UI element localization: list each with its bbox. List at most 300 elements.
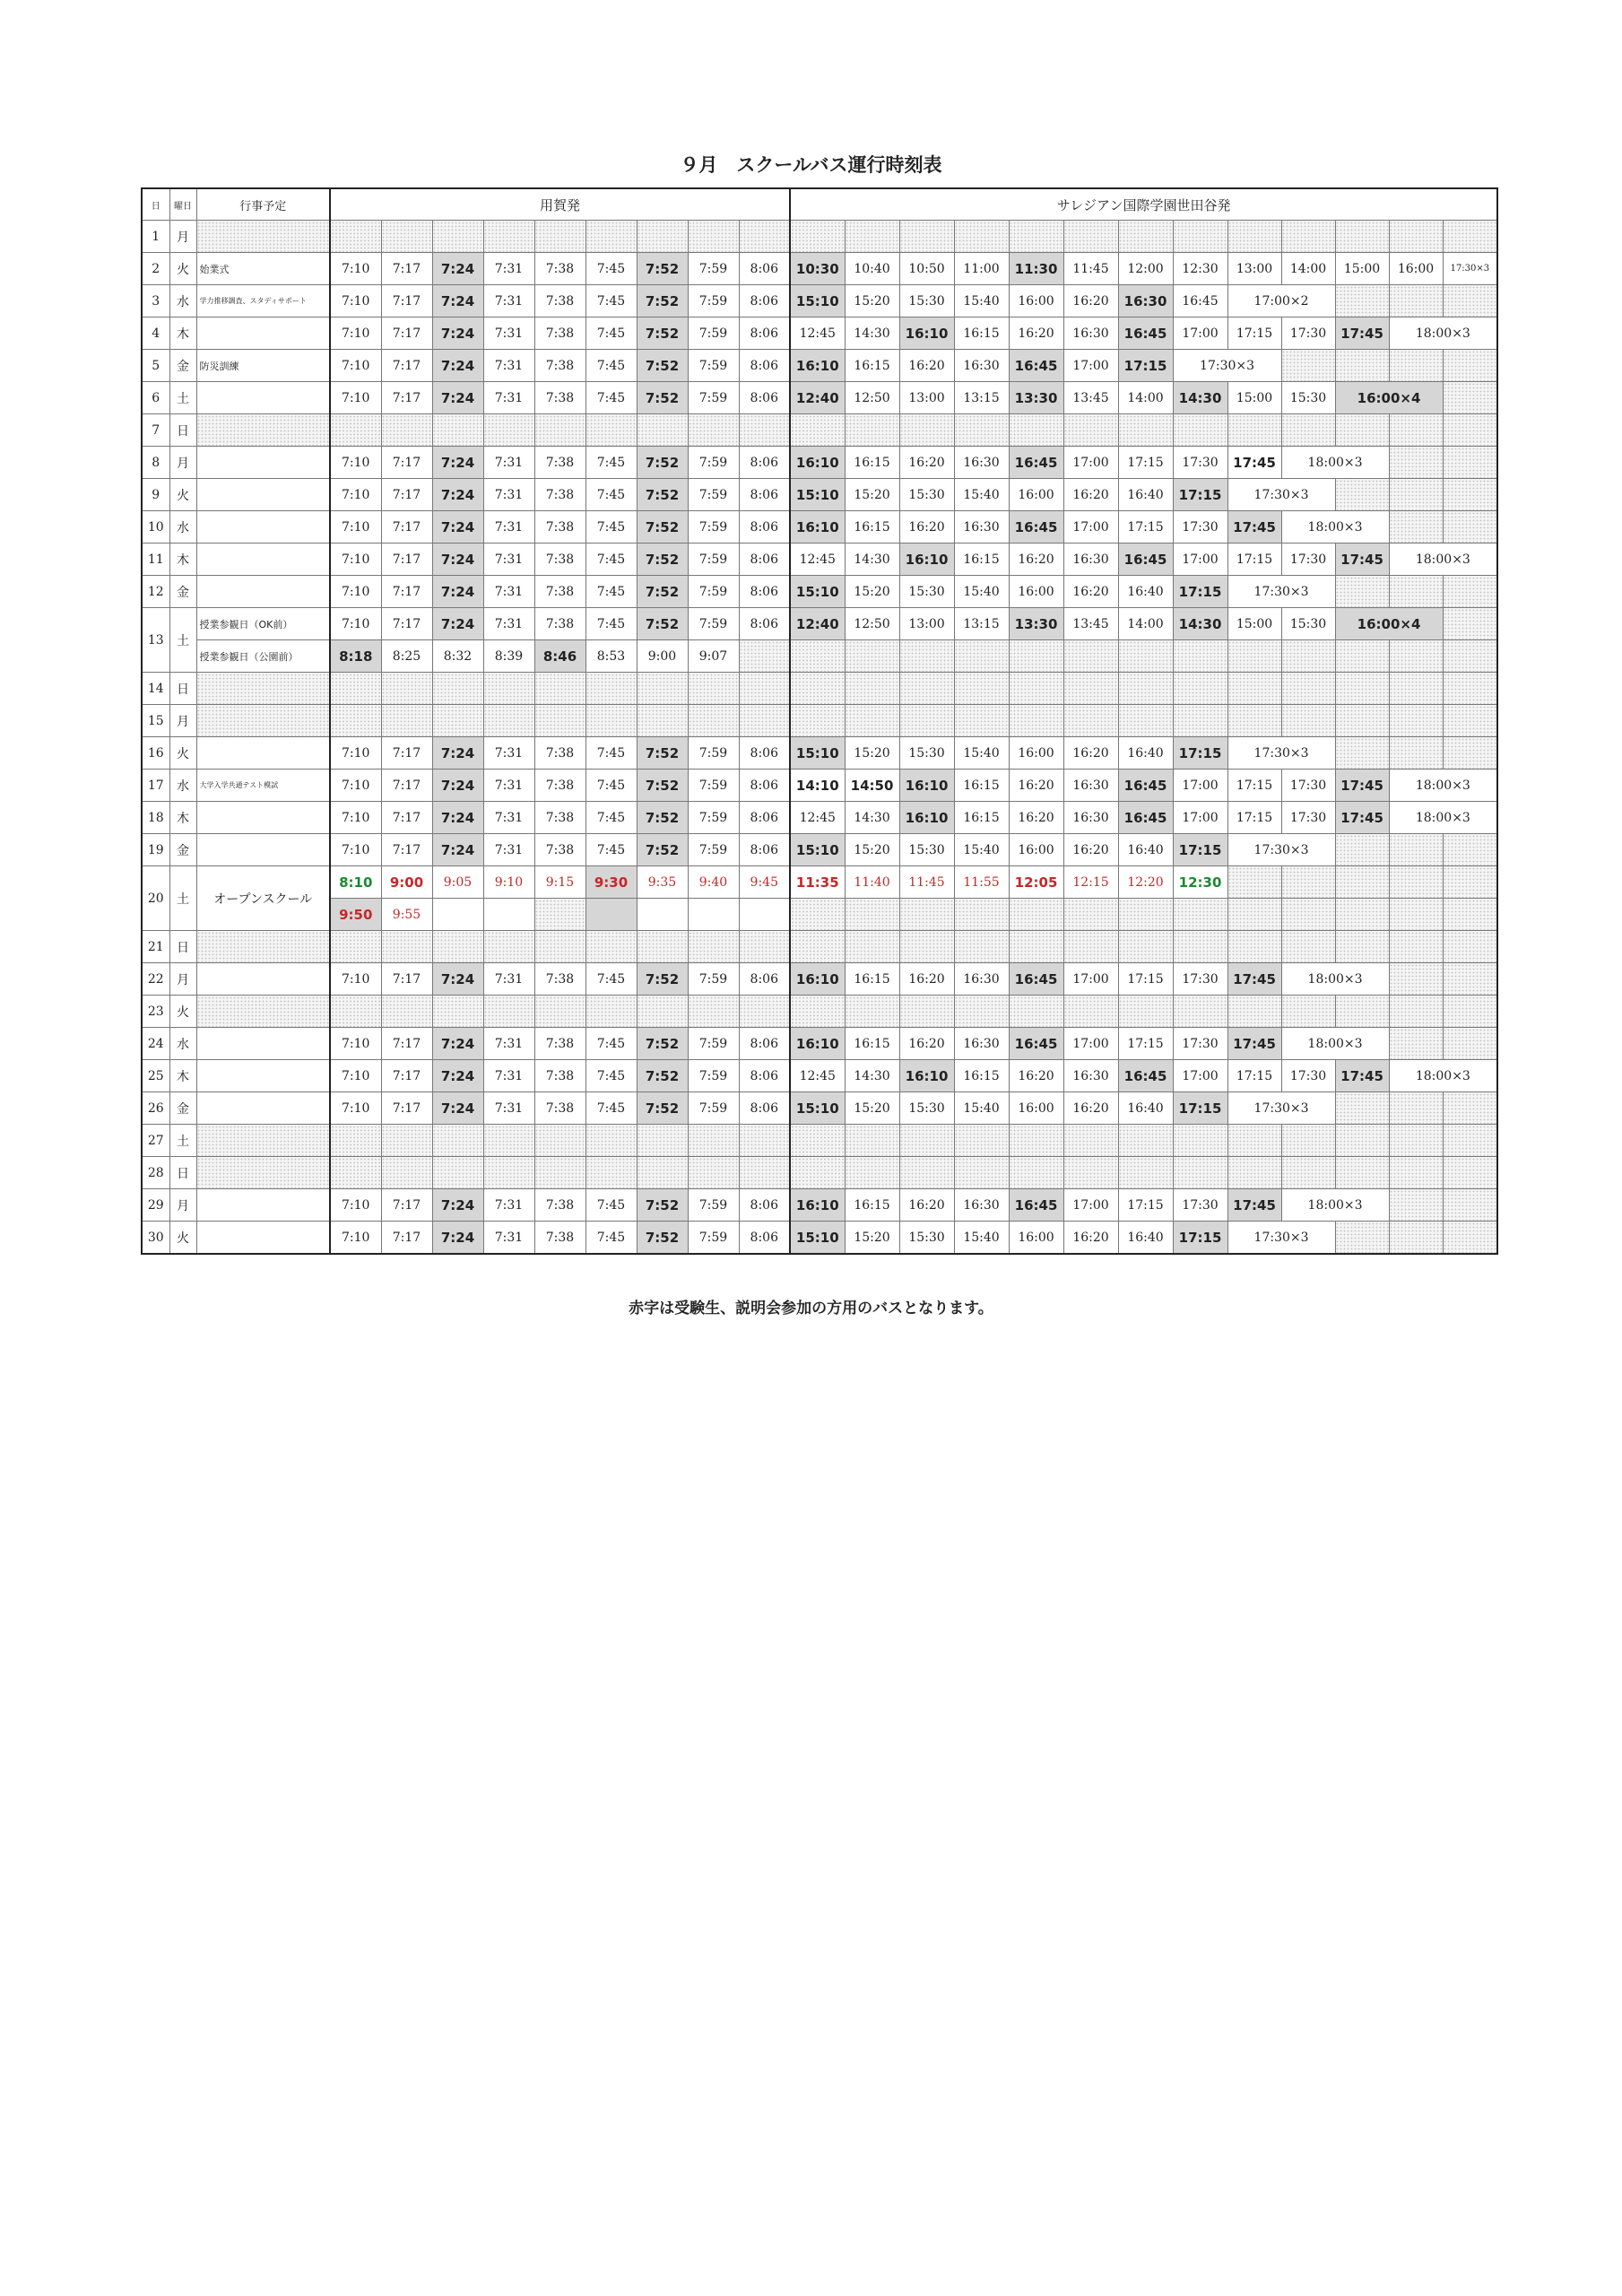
empty-cell: [1227, 931, 1281, 963]
empty-cell: [1063, 673, 1118, 705]
empty-cell: [1389, 414, 1443, 447]
timetable-row: [142, 382, 1497, 414]
yoga-departure: 8:06: [739, 834, 790, 866]
salesian-departure: 14:10: [790, 770, 845, 802]
empty-cell: [534, 221, 585, 253]
weekday-cell: 土: [169, 1125, 196, 1157]
salesian-departure: 10:30: [790, 253, 845, 285]
empty-cell: [954, 640, 1009, 673]
yoga-departure: 7:24: [432, 350, 483, 382]
salesian-departure: 17:30: [1281, 544, 1335, 576]
yoga-departure: 7:38: [534, 382, 585, 414]
yoga-departure: 7:24: [432, 317, 483, 350]
salesian-departure: 17:30: [1173, 447, 1227, 479]
yoga-departure: 7:59: [688, 544, 739, 576]
yoga-departure: 7:24: [432, 1060, 483, 1092]
yoga-departure: 7:31: [483, 608, 534, 640]
salesian-departure: 16:00×4: [1335, 382, 1443, 414]
event-cell: [196, 673, 330, 705]
empty-cell: [739, 996, 790, 1028]
empty-cell: [1227, 996, 1281, 1028]
yoga-departure: 7:45: [585, 544, 637, 576]
event-cell: [196, 1125, 330, 1157]
empty-cell: [1173, 414, 1227, 447]
empty-cell: [432, 996, 483, 1028]
empty-cell: [688, 673, 739, 705]
yoga-departure: 9:15: [534, 866, 585, 899]
yoga-departure: 7:10: [330, 1222, 381, 1255]
event-cell: 授業参観日（OK前）: [196, 608, 330, 640]
yoga-departure: 7:10: [330, 511, 381, 544]
empty-cell: [1389, 640, 1443, 673]
yoga-departure: 7:38: [534, 737, 585, 770]
salesian-departure: 15:40: [954, 285, 1009, 317]
salesian-departure: 17:00: [1173, 317, 1227, 350]
yoga-departure: 7:31: [483, 1092, 534, 1125]
salesian-departure: 13:00: [899, 608, 954, 640]
empty-cell: [585, 1125, 637, 1157]
salesian-departure: 10:40: [845, 253, 899, 285]
day-cell: 25: [142, 1060, 169, 1092]
page-title: ９月 スクールバス運行時刻表: [680, 154, 942, 176]
timetable-row: [142, 866, 1497, 899]
empty-cell: [845, 414, 899, 447]
empty-cell: [1227, 866, 1281, 899]
empty-cell: [483, 705, 534, 737]
day-cell: 20: [142, 866, 169, 931]
yoga-departure: 7:59: [688, 802, 739, 834]
salesian-departure: 17:15: [1227, 770, 1281, 802]
day-cell: 19: [142, 834, 169, 866]
yoga-departure: 7:17: [381, 285, 432, 317]
empty-cell: [688, 414, 739, 447]
empty-cell: [585, 705, 637, 737]
yoga-departure: 7:10: [330, 770, 381, 802]
salesian-departure: 17:15: [1173, 737, 1227, 770]
salesian-departure: 13:45: [1063, 382, 1118, 414]
empty-cell: [845, 1125, 899, 1157]
header-day: 日: [142, 188, 169, 221]
empty-cell: [1335, 1157, 1389, 1189]
day-cell: 11: [142, 544, 169, 576]
day-cell: 24: [142, 1028, 169, 1060]
empty-cell: [1389, 221, 1443, 253]
weekday-cell: 火: [169, 253, 196, 285]
empty-cell: [1335, 1092, 1389, 1125]
yoga-departure: 7:38: [534, 479, 585, 511]
yoga-departure: 7:17: [381, 1222, 432, 1255]
salesian-departure: 17:45: [1335, 1060, 1389, 1092]
day-cell: 14: [142, 673, 169, 705]
empty-cell: [790, 221, 845, 253]
salesian-departure: 16:15: [954, 770, 1009, 802]
empty-cell: [899, 996, 954, 1028]
salesian-departure: 16:15: [845, 1028, 899, 1060]
yoga-departure: 7:52: [637, 447, 688, 479]
salesian-departure: 17:30: [1173, 1189, 1227, 1222]
yoga-departure: 8:06: [739, 1222, 790, 1255]
event-cell: [196, 996, 330, 1028]
salesian-departure: 16:40: [1118, 479, 1173, 511]
salesian-departure: 17:15: [1118, 447, 1173, 479]
yoga-departure: 7:45: [585, 1028, 637, 1060]
timetable-row: [142, 350, 1497, 382]
yoga-departure: 7:31: [483, 479, 534, 511]
empty-cell: [381, 1157, 432, 1189]
empty-cell: [899, 221, 954, 253]
weekday-cell: 日: [169, 673, 196, 705]
yoga-departure: 7:10: [330, 1189, 381, 1222]
yoga-departure: 9:50: [330, 899, 381, 931]
empty-cell: [1281, 866, 1335, 899]
salesian-departure: 16:20: [899, 963, 954, 996]
empty-cell: [1443, 511, 1497, 544]
yoga-departure: 7:24: [432, 479, 483, 511]
yoga-departure: 7:24: [432, 544, 483, 576]
salesian-departure: 17:30: [1173, 963, 1227, 996]
empty-cell: [330, 705, 381, 737]
salesian-departure: 11:35: [790, 866, 845, 899]
event-cell: [196, 931, 330, 963]
yoga-departure: 7:17: [381, 544, 432, 576]
yoga-departure: 7:31: [483, 544, 534, 576]
salesian-departure: 15:10: [790, 834, 845, 866]
yoga-departure: 7:17: [381, 963, 432, 996]
timetable-row: [142, 899, 1497, 931]
bus-timetable: [141, 187, 1498, 1255]
weekday-cell: 日: [169, 931, 196, 963]
salesian-departure: 16:00: [1009, 737, 1063, 770]
empty-cell: [1443, 705, 1497, 737]
salesian-departure: 15:40: [954, 479, 1009, 511]
salesian-departure: 16:20: [899, 511, 954, 544]
weekday-cell: 火: [169, 737, 196, 770]
empty-cell: [1063, 705, 1118, 737]
empty-cell: [1443, 447, 1497, 479]
yoga-departure: 7:45: [585, 285, 637, 317]
salesian-departure: 16:45: [1009, 1189, 1063, 1222]
salesian-departure: 16:10: [899, 770, 954, 802]
salesian-departure: 18:00×3: [1281, 963, 1389, 996]
timetable-row: [142, 317, 1497, 350]
yoga-departure: 7:59: [688, 1028, 739, 1060]
empty-cell: [1118, 996, 1173, 1028]
empty-cell: [790, 705, 845, 737]
salesian-departure: 12:50: [845, 382, 899, 414]
empty-cell: [1389, 1157, 1443, 1189]
salesian-departure: 17:45: [1227, 1028, 1281, 1060]
timetable-row: [142, 253, 1497, 285]
empty-cell: [1173, 931, 1227, 963]
event-cell: [196, 479, 330, 511]
salesian-departure: 15:20: [845, 1092, 899, 1125]
salesian-departure: 16:40: [1118, 737, 1173, 770]
event-cell: 防災訓練: [196, 350, 330, 382]
empty-cell: [739, 414, 790, 447]
yoga-departure: 7:10: [330, 447, 381, 479]
empty-cell: [845, 899, 899, 931]
yoga-departure: 7:59: [688, 770, 739, 802]
empty-cell: [1335, 479, 1389, 511]
salesian-departure: 15:30: [899, 1092, 954, 1125]
day-cell: 4: [142, 317, 169, 350]
salesian-departure: 15:20: [845, 1222, 899, 1255]
salesian-departure: 15:40: [954, 737, 1009, 770]
timetable-row: [142, 996, 1497, 1028]
empty-cell: [1227, 221, 1281, 253]
empty-cell: [1443, 834, 1497, 866]
empty-cell: [1389, 834, 1443, 866]
empty-cell: [899, 640, 954, 673]
salesian-departure: 16:20: [899, 1189, 954, 1222]
empty-cell: [954, 931, 1009, 963]
day-cell: 21: [142, 931, 169, 963]
salesian-departure: 17:45: [1335, 770, 1389, 802]
empty-cell: [1443, 414, 1497, 447]
salesian-departure: 16:15: [845, 1189, 899, 1222]
salesian-departure: 17:45: [1335, 317, 1389, 350]
salesian-departure: 16:20: [899, 1028, 954, 1060]
yoga-departure: 7:59: [688, 285, 739, 317]
salesian-departure: 14:00: [1118, 382, 1173, 414]
salesian-departure: 17:30×3: [1227, 576, 1335, 608]
event-cell: [196, 414, 330, 447]
day-cell: 8: [142, 447, 169, 479]
salesian-departure: 13:15: [954, 608, 1009, 640]
salesian-departure: 17:30×3: [1227, 737, 1335, 770]
empty-cell: [790, 414, 845, 447]
empty-cell: [1281, 931, 1335, 963]
salesian-departure: 17:00: [1063, 447, 1118, 479]
yoga-departure: 7:10: [330, 834, 381, 866]
day-cell: 5: [142, 350, 169, 382]
yoga-departure: 7:31: [483, 802, 534, 834]
salesian-departure: 14:30: [845, 317, 899, 350]
yoga-departure: 7:17: [381, 737, 432, 770]
weekday-cell: 水: [169, 285, 196, 317]
yoga-departure: 7:45: [585, 737, 637, 770]
empty-cell: [1118, 931, 1173, 963]
salesian-departure: 16:20: [1063, 1222, 1118, 1255]
empty-cell: [1443, 285, 1497, 317]
salesian-departure: 16:20: [1063, 1092, 1118, 1125]
yoga-departure: 7:24: [432, 1189, 483, 1222]
yoga-departure: 7:17: [381, 382, 432, 414]
yoga-departure: 7:31: [483, 963, 534, 996]
yoga-departure: 7:24: [432, 1028, 483, 1060]
empty-cell: [432, 673, 483, 705]
yoga-departure: 8:18: [330, 640, 381, 673]
yoga-departure: 7:31: [483, 447, 534, 479]
salesian-departure: 13:30: [1009, 382, 1063, 414]
yoga-departure: 7:10: [330, 576, 381, 608]
empty-cell: [381, 221, 432, 253]
salesian-departure: 17:15: [1227, 802, 1281, 834]
salesian-departure: 17:15: [1173, 479, 1227, 511]
empty-cell: [483, 1157, 534, 1189]
empty-cell: [790, 996, 845, 1028]
yoga-departure: [585, 899, 637, 931]
empty-cell: [1281, 1125, 1335, 1157]
empty-cell: [483, 414, 534, 447]
salesian-departure: 16:30: [1063, 802, 1118, 834]
salesian-departure: 16:15: [845, 963, 899, 996]
yoga-departure: 8:06: [739, 544, 790, 576]
salesian-departure: 15:10: [790, 1092, 845, 1125]
day-cell: 9: [142, 479, 169, 511]
yoga-departure: 8:10: [330, 866, 381, 899]
salesian-departure: 13:00: [899, 382, 954, 414]
yoga-departure: 7:52: [637, 1092, 688, 1125]
salesian-departure: 16:15: [954, 1060, 1009, 1092]
empty-cell: [1335, 866, 1389, 899]
salesian-departure: 17:15: [1227, 544, 1281, 576]
empty-cell: [1389, 1189, 1443, 1222]
empty-cell: [1063, 931, 1118, 963]
empty-cell: [1389, 673, 1443, 705]
empty-cell: [1063, 1157, 1118, 1189]
empty-cell: [1335, 899, 1389, 931]
yoga-departure: 7:38: [534, 1092, 585, 1125]
salesian-departure: 16:10: [899, 317, 954, 350]
empty-cell: [1389, 350, 1443, 382]
salesian-departure: 15:10: [790, 1222, 845, 1255]
yoga-departure: 7:59: [688, 608, 739, 640]
empty-cell: [1009, 899, 1063, 931]
empty-cell: [330, 414, 381, 447]
empty-cell: [899, 673, 954, 705]
empty-cell: [1389, 447, 1443, 479]
empty-cell: [1443, 931, 1497, 963]
yoga-departure: 7:17: [381, 608, 432, 640]
salesian-departure: 15:40: [954, 1222, 1009, 1255]
event-cell: オープンスクール: [196, 866, 330, 931]
empty-cell: [585, 221, 637, 253]
timetable-row: [142, 640, 1497, 673]
salesian-departure: 16:40: [1118, 1092, 1173, 1125]
yoga-departure: 7:10: [330, 737, 381, 770]
timetable-row: [142, 1028, 1497, 1060]
salesian-departure: 16:20: [1063, 285, 1118, 317]
header-yoga: 用賀発: [330, 188, 790, 221]
weekday-cell: 月: [169, 963, 196, 996]
salesian-departure: 15:20: [845, 479, 899, 511]
yoga-departure: 7:38: [534, 802, 585, 834]
salesian-departure: 14:30: [845, 802, 899, 834]
yoga-departure: 7:24: [432, 770, 483, 802]
salesian-departure: 15:30: [899, 479, 954, 511]
salesian-departure: 17:15: [1227, 1060, 1281, 1092]
event-cell: [196, 544, 330, 576]
empty-cell: [381, 705, 432, 737]
yoga-departure: 7:17: [381, 834, 432, 866]
salesian-departure: 11:55: [954, 866, 1009, 899]
salesian-departure: 15:40: [954, 1092, 1009, 1125]
empty-cell: [483, 1125, 534, 1157]
yoga-departure: 7:52: [637, 382, 688, 414]
salesian-departure: 18:00×3: [1281, 1189, 1389, 1222]
yoga-departure: 7:31: [483, 1060, 534, 1092]
yoga-departure: 7:45: [585, 382, 637, 414]
yoga-departure: 7:52: [637, 317, 688, 350]
salesian-departure: 16:30: [954, 963, 1009, 996]
yoga-departure: 7:38: [534, 317, 585, 350]
weekday-cell: 月: [169, 221, 196, 253]
empty-cell: [330, 1125, 381, 1157]
yoga-departure: [739, 640, 790, 673]
empty-cell: [330, 221, 381, 253]
yoga-departure: 7:17: [381, 1028, 432, 1060]
empty-cell: [1389, 866, 1443, 899]
salesian-departure: 14:50: [845, 770, 899, 802]
yoga-departure: 7:59: [688, 350, 739, 382]
yoga-departure: 7:10: [330, 802, 381, 834]
yoga-departure: [483, 899, 534, 931]
yoga-departure: 7:17: [381, 511, 432, 544]
yoga-departure: 7:38: [534, 608, 585, 640]
timetable-row: [142, 1157, 1497, 1189]
yoga-departure: 7:24: [432, 511, 483, 544]
empty-cell: [1443, 866, 1497, 899]
salesian-departure: 16:15: [845, 447, 899, 479]
event-cell: 授業参観日（公園前）: [196, 640, 330, 673]
weekday-cell: 土: [169, 608, 196, 673]
empty-cell: [1227, 640, 1281, 673]
salesian-departure: 16:30: [1118, 285, 1173, 317]
header-row: [142, 188, 1497, 221]
yoga-departure: 8:06: [739, 770, 790, 802]
salesian-departure: 16:00: [1009, 576, 1063, 608]
salesian-departure: 12:30: [1173, 253, 1227, 285]
salesian-departure: 12:45: [790, 544, 845, 576]
salesian-departure: 16:10: [899, 1060, 954, 1092]
salesian-departure: 17:15: [1173, 576, 1227, 608]
empty-cell: [899, 414, 954, 447]
empty-cell: [1443, 350, 1497, 382]
weekday-cell: 水: [169, 770, 196, 802]
empty-cell: [688, 221, 739, 253]
weekday-cell: 土: [169, 866, 196, 931]
empty-cell: [954, 1125, 1009, 1157]
yoga-departure: 7:10: [330, 479, 381, 511]
salesian-departure: 12:00: [1118, 253, 1173, 285]
yoga-departure: 7:52: [637, 1189, 688, 1222]
yoga-departure: 7:38: [534, 1060, 585, 1092]
empty-cell: [1335, 996, 1389, 1028]
empty-cell: [790, 899, 845, 931]
salesian-departure: 17:00×2: [1227, 285, 1335, 317]
weekday-cell: 火: [169, 479, 196, 511]
empty-cell: [1063, 414, 1118, 447]
weekday-cell: 金: [169, 834, 196, 866]
yoga-departure: 7:52: [637, 1060, 688, 1092]
salesian-departure: 16:40: [1118, 576, 1173, 608]
yoga-departure: 8:06: [739, 317, 790, 350]
salesian-departure: 11:40: [845, 866, 899, 899]
empty-cell: [637, 414, 688, 447]
salesian-departure: 15:00: [1227, 382, 1281, 414]
empty-cell: [637, 931, 688, 963]
salesian-departure: 17:30: [1173, 511, 1227, 544]
yoga-departure: 7:59: [688, 834, 739, 866]
weekday-cell: 日: [169, 414, 196, 447]
empty-cell: [585, 414, 637, 447]
empty-cell: [1227, 1157, 1281, 1189]
day-cell: 30: [142, 1222, 169, 1255]
event-cell: [196, 447, 330, 479]
empty-cell: [899, 1125, 954, 1157]
timetable-row: [142, 221, 1497, 253]
